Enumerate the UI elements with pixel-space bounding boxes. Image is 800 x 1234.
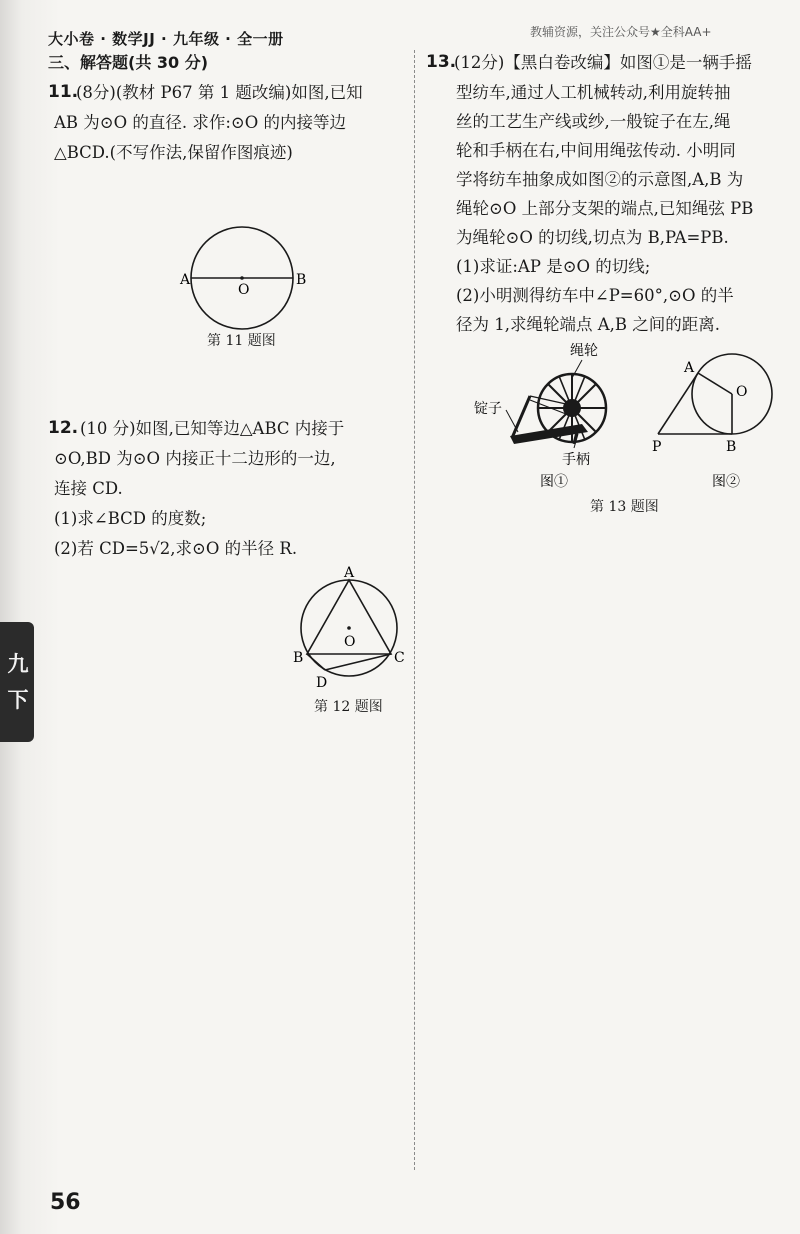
q13-line-3: 丝的工艺生产线或纱,一般锭子在左,绳 xyxy=(456,112,731,131)
q12-label-a: A xyxy=(344,565,355,581)
spinning-wheel-icon xyxy=(510,374,606,444)
q13-part-2-cont: 径为 1,求绳轮端点 A,B 之间的距离. xyxy=(456,315,721,334)
q11-caption: 第 11 题图 xyxy=(207,333,276,349)
section-title: 三、解答题(共 30 分) xyxy=(48,53,209,72)
q13-line-5: 学将纺车抽象成如图②的示意图,A,B 为 xyxy=(456,170,744,189)
q11-figure xyxy=(170,222,310,342)
q13-line-2: 型纺车,通过人工机械转动,利用旋转抽 xyxy=(456,83,731,102)
fig2-label-o: O xyxy=(736,384,748,400)
fig2-label-b: B xyxy=(726,439,737,455)
q12-figure xyxy=(288,562,412,692)
q13-number: 13. xyxy=(426,52,457,72)
q12-center-dot xyxy=(347,626,351,630)
q11-center-dot xyxy=(240,276,244,280)
q11-label-a: A xyxy=(180,272,191,288)
q12-part-1: (1)求∠BCD 的度数; xyxy=(54,509,207,528)
q12-line-1: (10 分)如图,已知等边△ABC 内接于 xyxy=(80,419,345,438)
q11-number: 11. xyxy=(48,82,79,102)
q12-caption: 第 12 题图 xyxy=(314,699,383,715)
q12-number: 12. xyxy=(48,418,79,438)
fig2-tangent-pa xyxy=(658,373,698,434)
side-tab-char-1: 九 xyxy=(7,652,29,676)
q12-line-3: 连接 CD. xyxy=(54,479,123,498)
q11-line-2: AB 为⊙O 的直径. 求作:⊙O 的内接等边 xyxy=(54,113,347,132)
q13-figure-1 xyxy=(470,338,630,498)
book-title: 大小卷 · 数学JJ · 九年级 · 全一册 xyxy=(48,30,284,48)
q11-line-3: △BCD.(不写作法,保留作图痕迹) xyxy=(54,143,293,162)
q13-line-7: 为绳轮⊙O 的切线,切点为 B,PA=PB. xyxy=(456,228,729,247)
q11-label-o: O xyxy=(238,282,250,298)
fig2-label-p: P xyxy=(652,439,662,455)
q12-label-c: C xyxy=(394,650,405,666)
q12-segment-cd xyxy=(325,654,391,670)
q12-label-d: D xyxy=(316,675,328,691)
q11-label-b: B xyxy=(296,272,307,288)
side-tab-char-2: 下 xyxy=(7,688,29,712)
fig1-wheel-label: 绳轮 xyxy=(570,343,598,359)
q13-part-1: (1)求证:AP 是⊙O 的切线; xyxy=(456,257,651,276)
q11-line-1: (8分)(教材 P67 第 1 题改编)如图,已知 xyxy=(76,83,363,102)
q12-label-o: O xyxy=(344,634,356,650)
q12-line-2: ⊙O,BD 为⊙O 内接正十二边形的一边, xyxy=(54,449,336,468)
q13-figure-2 xyxy=(646,348,786,488)
q12-segment-bd xyxy=(307,654,325,670)
column-divider xyxy=(414,50,415,1170)
side-tab xyxy=(0,622,34,742)
q12-part-2: (2)若 CD=5√2,求⊙O 的半径 R. xyxy=(54,539,298,558)
q13-part-2: (2)小明测得纺车中∠P=60°,⊙O 的半 xyxy=(456,286,734,305)
q12-label-b: B xyxy=(293,650,304,666)
q13-line-4: 轮和手柄在右,中间用绳弦传动. 小明同 xyxy=(456,141,736,160)
watermark-text: 教辅资源，关注公众号★全科AA+ xyxy=(530,25,712,39)
q13-caption: 第 13 题图 xyxy=(590,499,659,515)
fig1-label: 图① xyxy=(540,474,568,490)
fig1-spindle-label: 锭子 xyxy=(474,401,502,417)
fig2-label: 图② xyxy=(712,474,740,488)
page-number: 56 xyxy=(50,1190,81,1215)
fig2-label-a: A xyxy=(684,360,695,376)
fig1-spindle-pointer xyxy=(506,410,518,432)
fig1-handle-label: 手柄 xyxy=(562,452,590,468)
q13-line-1: (12分)【黑白卷改编】如图①是一辆手摇 xyxy=(454,53,752,72)
q13-line-6: 绳轮⊙O 上部分支架的端点,已知绳弦 PB xyxy=(456,199,754,218)
fig2-radius-oa xyxy=(698,373,732,394)
